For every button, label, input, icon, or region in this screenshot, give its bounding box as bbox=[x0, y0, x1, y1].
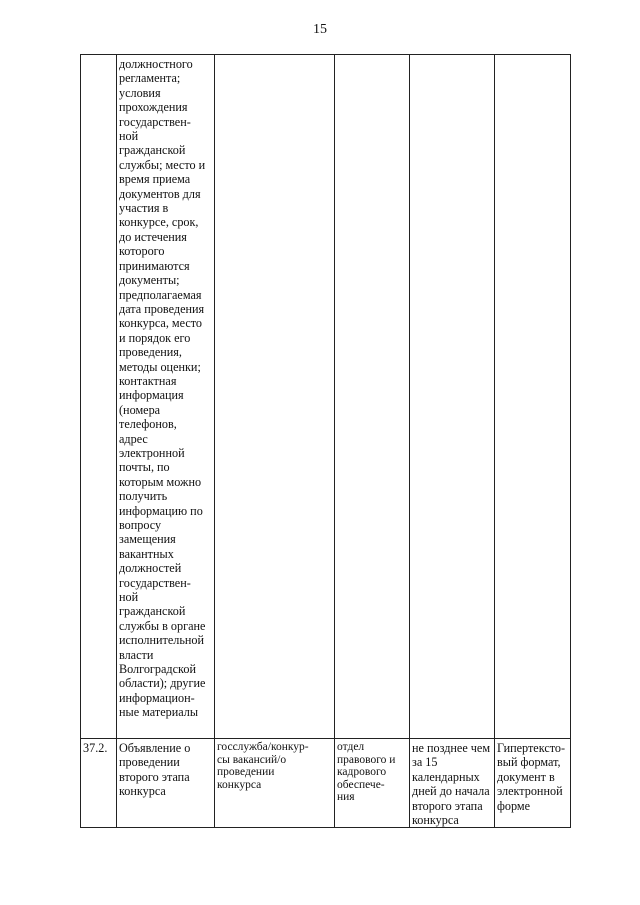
cell-name-text: Объявление о проведении второго этапа конкурса bbox=[119, 741, 191, 799]
cell-term bbox=[410, 739, 495, 828]
cell-name bbox=[117, 739, 215, 828]
cell-number-text: 37.2. bbox=[83, 741, 108, 755]
cell-form bbox=[495, 739, 571, 828]
cell-number bbox=[81, 739, 117, 828]
page-number: 15 bbox=[313, 22, 327, 37]
cell-form-text: Гипертексто- вый формат, документ в электронной форме bbox=[497, 741, 566, 813]
cell-name bbox=[117, 55, 215, 739]
document-table bbox=[80, 54, 571, 828]
cell-department bbox=[335, 55, 410, 739]
cell-term-text: не позднее чем за 15 календарных дней до начала второго этапа конкурса bbox=[412, 741, 491, 828]
cell-department bbox=[335, 739, 410, 828]
table-row bbox=[81, 739, 571, 828]
cell-department-text: отдел правового и кадрового обеспече- ния bbox=[337, 741, 396, 804]
cell-number bbox=[81, 55, 117, 739]
cell-source-text: госслужба/конкур- сы вакансий/о проведении конкурса bbox=[217, 741, 309, 791]
table-row bbox=[81, 55, 571, 739]
cell-source bbox=[215, 739, 335, 828]
cell-term bbox=[410, 55, 495, 739]
cell-name-text: должностного регламента; условия прохождения государствен- ной гражданской службы; место и время приема документов для участия в конкурсе, срок, до истечения которого принимаются документы; предполагаемая дата проведения конкурса, место и порядок его проведения, методы оценки; контактная информация (номера телефонов, адрес электронной почты, по которым можно получить информацию по вопросу замещения вакантных должностей государствен- ной гражданской службы в органе исполнительной власти Волгоградской области); другие информацион- ные материалы bbox=[119, 57, 206, 720]
cell-form bbox=[495, 55, 571, 739]
cell-source bbox=[215, 55, 335, 739]
